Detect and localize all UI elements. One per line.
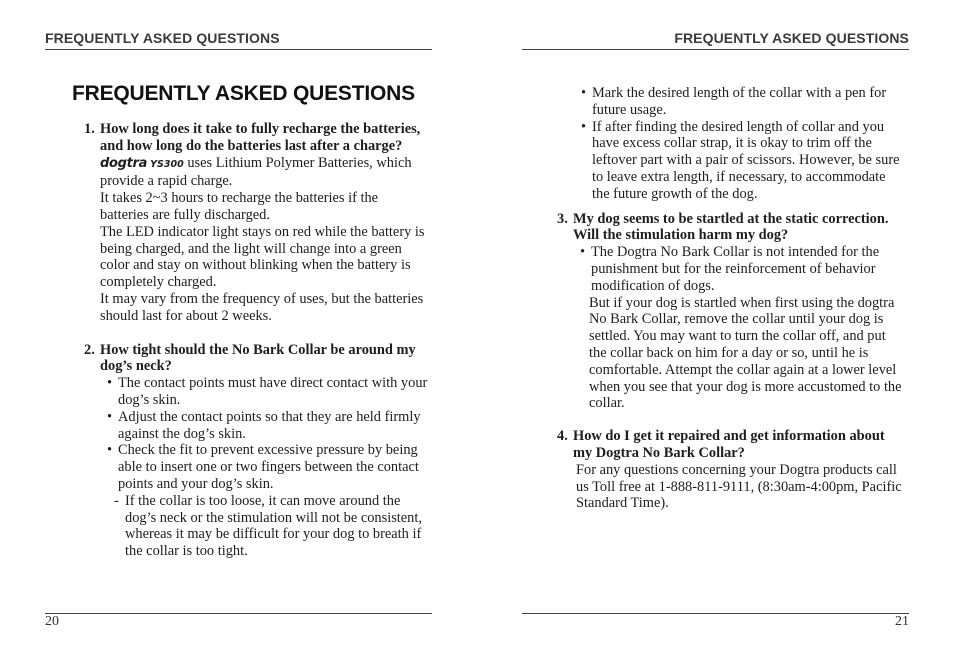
answer-line: It takes 2~3 hours to recharge the batteries if the batteries are fully discharged. (100, 190, 379, 223)
question-text: How do I get it repaired and get information about my Dogtra No Bark Collar? (573, 428, 885, 461)
faq-answer-3 (557, 244, 902, 412)
bullet-text: The Dogtra No Bark Collar is not intended for the punishment but for the reinforcement of behavior modification of dogs. (591, 244, 880, 294)
bullet-text: Check the fit to prevent excessive pressure by being able to insert one or two fingers between the contact points and your dog’s skin. (118, 442, 419, 492)
sub-bullet-text: If the collar is too loose, it can move around the dog’s neck or the stimulation will not be consistent, whereas it may be difficult for your dog to breath if the collar is too tight. (125, 492, 422, 560)
bullet-marker: • (107, 408, 113, 425)
sub-bullet-item (100, 493, 429, 560)
bullet-item (577, 119, 902, 203)
question-number: 3. (557, 210, 568, 227)
bullet-marker: • (107, 375, 113, 392)
faq-question-1 (84, 121, 429, 155)
bullet-marker: • (107, 442, 113, 459)
bullet-marker: • (581, 118, 587, 135)
bullet-text: If after finding the desired length of collar and you have excess collar strap, it is okay to trim off the leftover part with a pair of scissors. However, be sure to leave extra length, if necessary, to accommodate the future growth of the dog. (592, 118, 900, 202)
answer-text: uses Lithium Polymer Batteries, which provide a rapid charge. (100, 154, 412, 190)
answer-paragraph: For any questions concerning your Dogtra products call us Toll free at 1-888-811-9111, (8:30am-4:00pm, Pacific Standard Time). (576, 461, 902, 512)
faq-question-3 (557, 211, 902, 245)
answer-line: It may vary from the frequency of uses, but the batteries should last for about 2 weeks. (100, 290, 424, 324)
faq-column-right (557, 85, 902, 512)
dogtra-logo (100, 156, 184, 174)
footer-rule (45, 613, 432, 614)
bullet-item (573, 244, 902, 294)
bullet-text: Adjust the contact points so that they are held firmly against the dog’s skin. (118, 408, 421, 442)
faq-column-left (84, 121, 429, 560)
bullet-text: Mark the desired length of the collar with a pen for future usage. (592, 85, 887, 118)
faq-answer-2 (84, 375, 429, 560)
header-rule (522, 49, 909, 50)
header-rule (45, 49, 432, 50)
faq-answer-4 (557, 462, 902, 512)
brand-model-text: YS300 (150, 158, 184, 170)
right-page (477, 0, 954, 659)
bullet-text: The contact points must have direct contact with your dog’s skin. (118, 375, 428, 408)
answer-line (100, 155, 429, 191)
answer-line: The LED indicator light stays on red while the battery is being charged, and the light will change into a green color and stay on without blinking when the battery is completely charged. (100, 223, 425, 291)
running-head: FREQUENTLY ASKED QUESTIONS (674, 30, 909, 46)
dash-marker: - (114, 492, 119, 509)
page-title: FREQUENTLY ASKED QUESTIONS (72, 82, 415, 105)
footer-rule (522, 613, 909, 614)
bullet-marker: • (581, 85, 587, 101)
bullet-item (100, 442, 429, 492)
bullet-marker: • (580, 244, 586, 261)
page-number: 20 (45, 614, 59, 629)
page-number: 21 (895, 614, 909, 629)
faq-question-4 (557, 428, 902, 462)
bullet-item (577, 85, 902, 119)
bullet-item (100, 375, 429, 409)
answer-paragraph: But if your dog is startled when first using the dogtra No Bark Collar, remove the collar until your dog is settled. You may want to turn the collar off, and put the collar back on him for a day or so, until he is comfortable. Attempt the collar again at a lower level when you see that your dog is more accustomed to the collar. (589, 294, 902, 412)
bullet-item (100, 409, 429, 443)
faq-answer-2-continued (557, 85, 902, 203)
question-number: 2. (84, 341, 95, 358)
question-text: How long does it take to fully recharge the batteries, and how long do the batteries last after a charge? (100, 121, 421, 154)
running-head: FREQUENTLY ASKED QUESTIONS (45, 30, 280, 46)
question-text: My dog seems to be startled at the static correction. Will the stimulation harm my dog? (573, 210, 889, 244)
faq-answer-1 (84, 155, 429, 325)
brand-logo-text: dogtra (100, 155, 148, 171)
question-number: 4. (557, 428, 568, 445)
question-number: 1. (84, 121, 95, 137)
faq-question-2 (84, 342, 429, 376)
question-text: How tight should the No Bark Collar be around my dog’s neck? (100, 341, 416, 375)
